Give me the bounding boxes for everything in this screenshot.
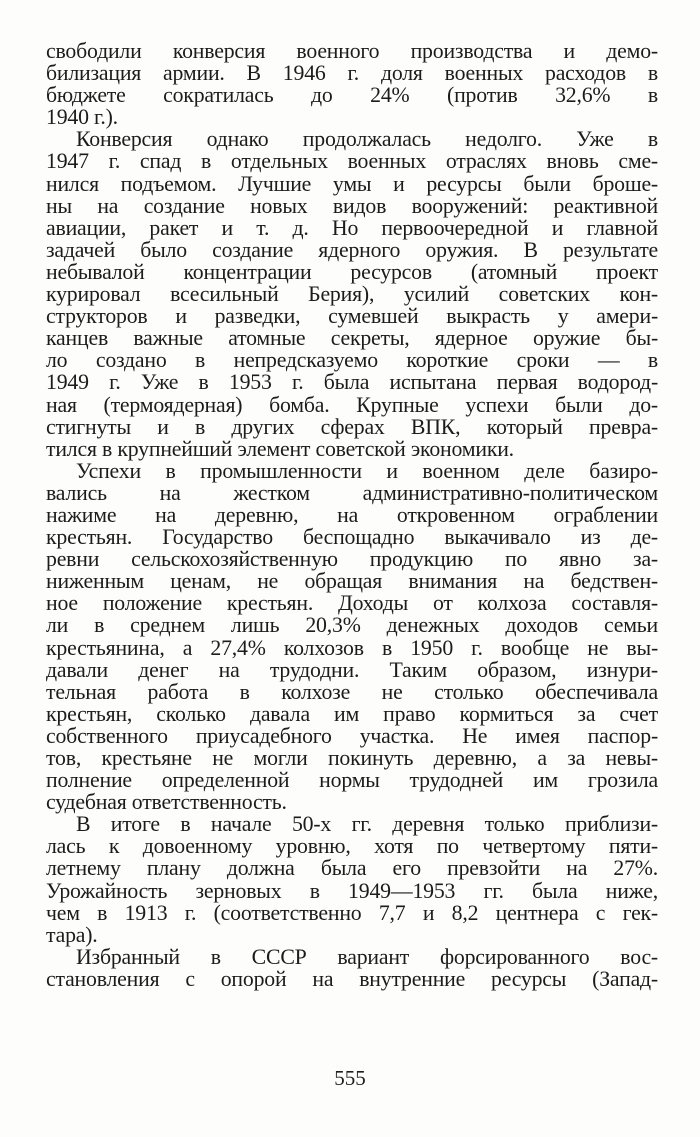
text-line: структоров и разведки, сумевшей выкрасть у амери- bbox=[46, 304, 658, 329]
text-line: стигнуты и в других сферах ВПК, который превра- bbox=[46, 414, 658, 439]
text-line: Конверсия однако продолжалась недолго. Уже в bbox=[76, 127, 658, 152]
text-line: ны на создание новых видов вооружений: реактивной bbox=[46, 193, 658, 218]
text-line: летнему плану должна была его превзойти на 27%. bbox=[46, 856, 658, 881]
text-line: ревни сельскохозяйственную продукцию по явно за- bbox=[46, 547, 658, 572]
text-line: Избранный в СССР вариант форсированного вос- bbox=[76, 944, 658, 969]
text-line: ло создано в непредсказуемо короткие сроки — в bbox=[46, 348, 658, 373]
text-line: судебная ответственность. bbox=[46, 790, 287, 815]
text-line: чем в 1913 г. (соответственно 7,7 и 8,2 центнера с гек- bbox=[46, 900, 658, 925]
text-line: тельная работа в колхозе не столько обеспечивала bbox=[46, 679, 658, 704]
paragraph bbox=[46, 460, 658, 814]
text-line: 1949 г. Уже в 1953 г. была испытана первая водород- bbox=[46, 370, 658, 395]
text-line: ная (термоядерная) бомба. Крупные успехи были до- bbox=[46, 392, 658, 417]
text-line: 1940 г.). bbox=[46, 105, 118, 130]
book-page-text bbox=[46, 40, 658, 1130]
text-line: ли в среднем лишь 20,3% денежных доходов семьи bbox=[46, 613, 658, 638]
text-line: авиации, ракет и т. д. Но первоочередной и главной bbox=[46, 215, 658, 240]
text-line: Урожайность зерновых в 1949—1953 гг. была ниже, bbox=[46, 878, 658, 903]
text-line: В итоге в начале 50-х гг. деревня только приблизи- bbox=[76, 812, 658, 837]
text-line: канцев важные атомные секреты, ядерное оружие бы- bbox=[46, 326, 658, 351]
text-line: нажиме на деревню, на откровенном ограблении bbox=[46, 502, 658, 527]
text-line: Успехи в промышленности и военном деле базиро- bbox=[76, 458, 658, 483]
text-line: курировал всесильный Берия), усилий советских кон- bbox=[46, 282, 658, 307]
text-line: бюджете сократилась до 24% (против 32,6% в bbox=[46, 83, 658, 108]
paragraph bbox=[46, 128, 658, 459]
paragraph bbox=[46, 813, 658, 946]
text-line: давали денег на трудодни. Таким образом, изнури- bbox=[46, 657, 658, 682]
text-line: полнение определенной нормы трудодней им грозила bbox=[46, 768, 658, 793]
text-line: ниженным ценам, не обращая внимания на бедствен- bbox=[46, 569, 658, 594]
paragraph bbox=[46, 40, 658, 128]
text-line: вались на жестком административно-политическом bbox=[46, 480, 658, 505]
page-number: 555 bbox=[334, 1066, 366, 1090]
text-line: крестьян. Государство беспощадно выкачивало из де- bbox=[46, 525, 658, 550]
text-line: ное положение крестьян. Доходы от колхоза составля- bbox=[46, 591, 658, 616]
text-line: тара). bbox=[46, 922, 98, 947]
text-line: лась к довоенному уровню, хотя по четвертому пяти- bbox=[46, 834, 658, 859]
text-line: 1947 г. спад в отдельных военных отраслях вновь сме- bbox=[46, 149, 658, 174]
text-line: свободили конверсия военного производства и демо- bbox=[46, 39, 658, 63]
text-line: становления с опорой на внутренние ресурсы (Запад- bbox=[46, 966, 658, 991]
text-line: крестьянина, а 27,4% колхозов в 1950 г. вообще не вы- bbox=[46, 635, 658, 660]
text-line: задачей было создание ядерного оружия. В результате bbox=[46, 237, 658, 262]
text-line: небывалой концентрации ресурсов (атомный проект bbox=[46, 259, 658, 284]
text-line: собственного приусадебного участка. Не имея паспор- bbox=[46, 723, 658, 748]
text-line: нился подъемом. Лучшие умы и ресурсы были броше- bbox=[46, 171, 658, 196]
text-line: крестьян, сколько давала им право кормиться за счет bbox=[46, 701, 658, 726]
paragraph bbox=[46, 946, 658, 990]
text-line: тов, крестьяне не могли покинуть деревню, а за невы- bbox=[46, 746, 658, 770]
text-line: билизация армии. В 1946 г. доля военных расходов в bbox=[46, 61, 658, 86]
text-line: тился в крупнейший элемент советской экономики. bbox=[46, 436, 514, 461]
